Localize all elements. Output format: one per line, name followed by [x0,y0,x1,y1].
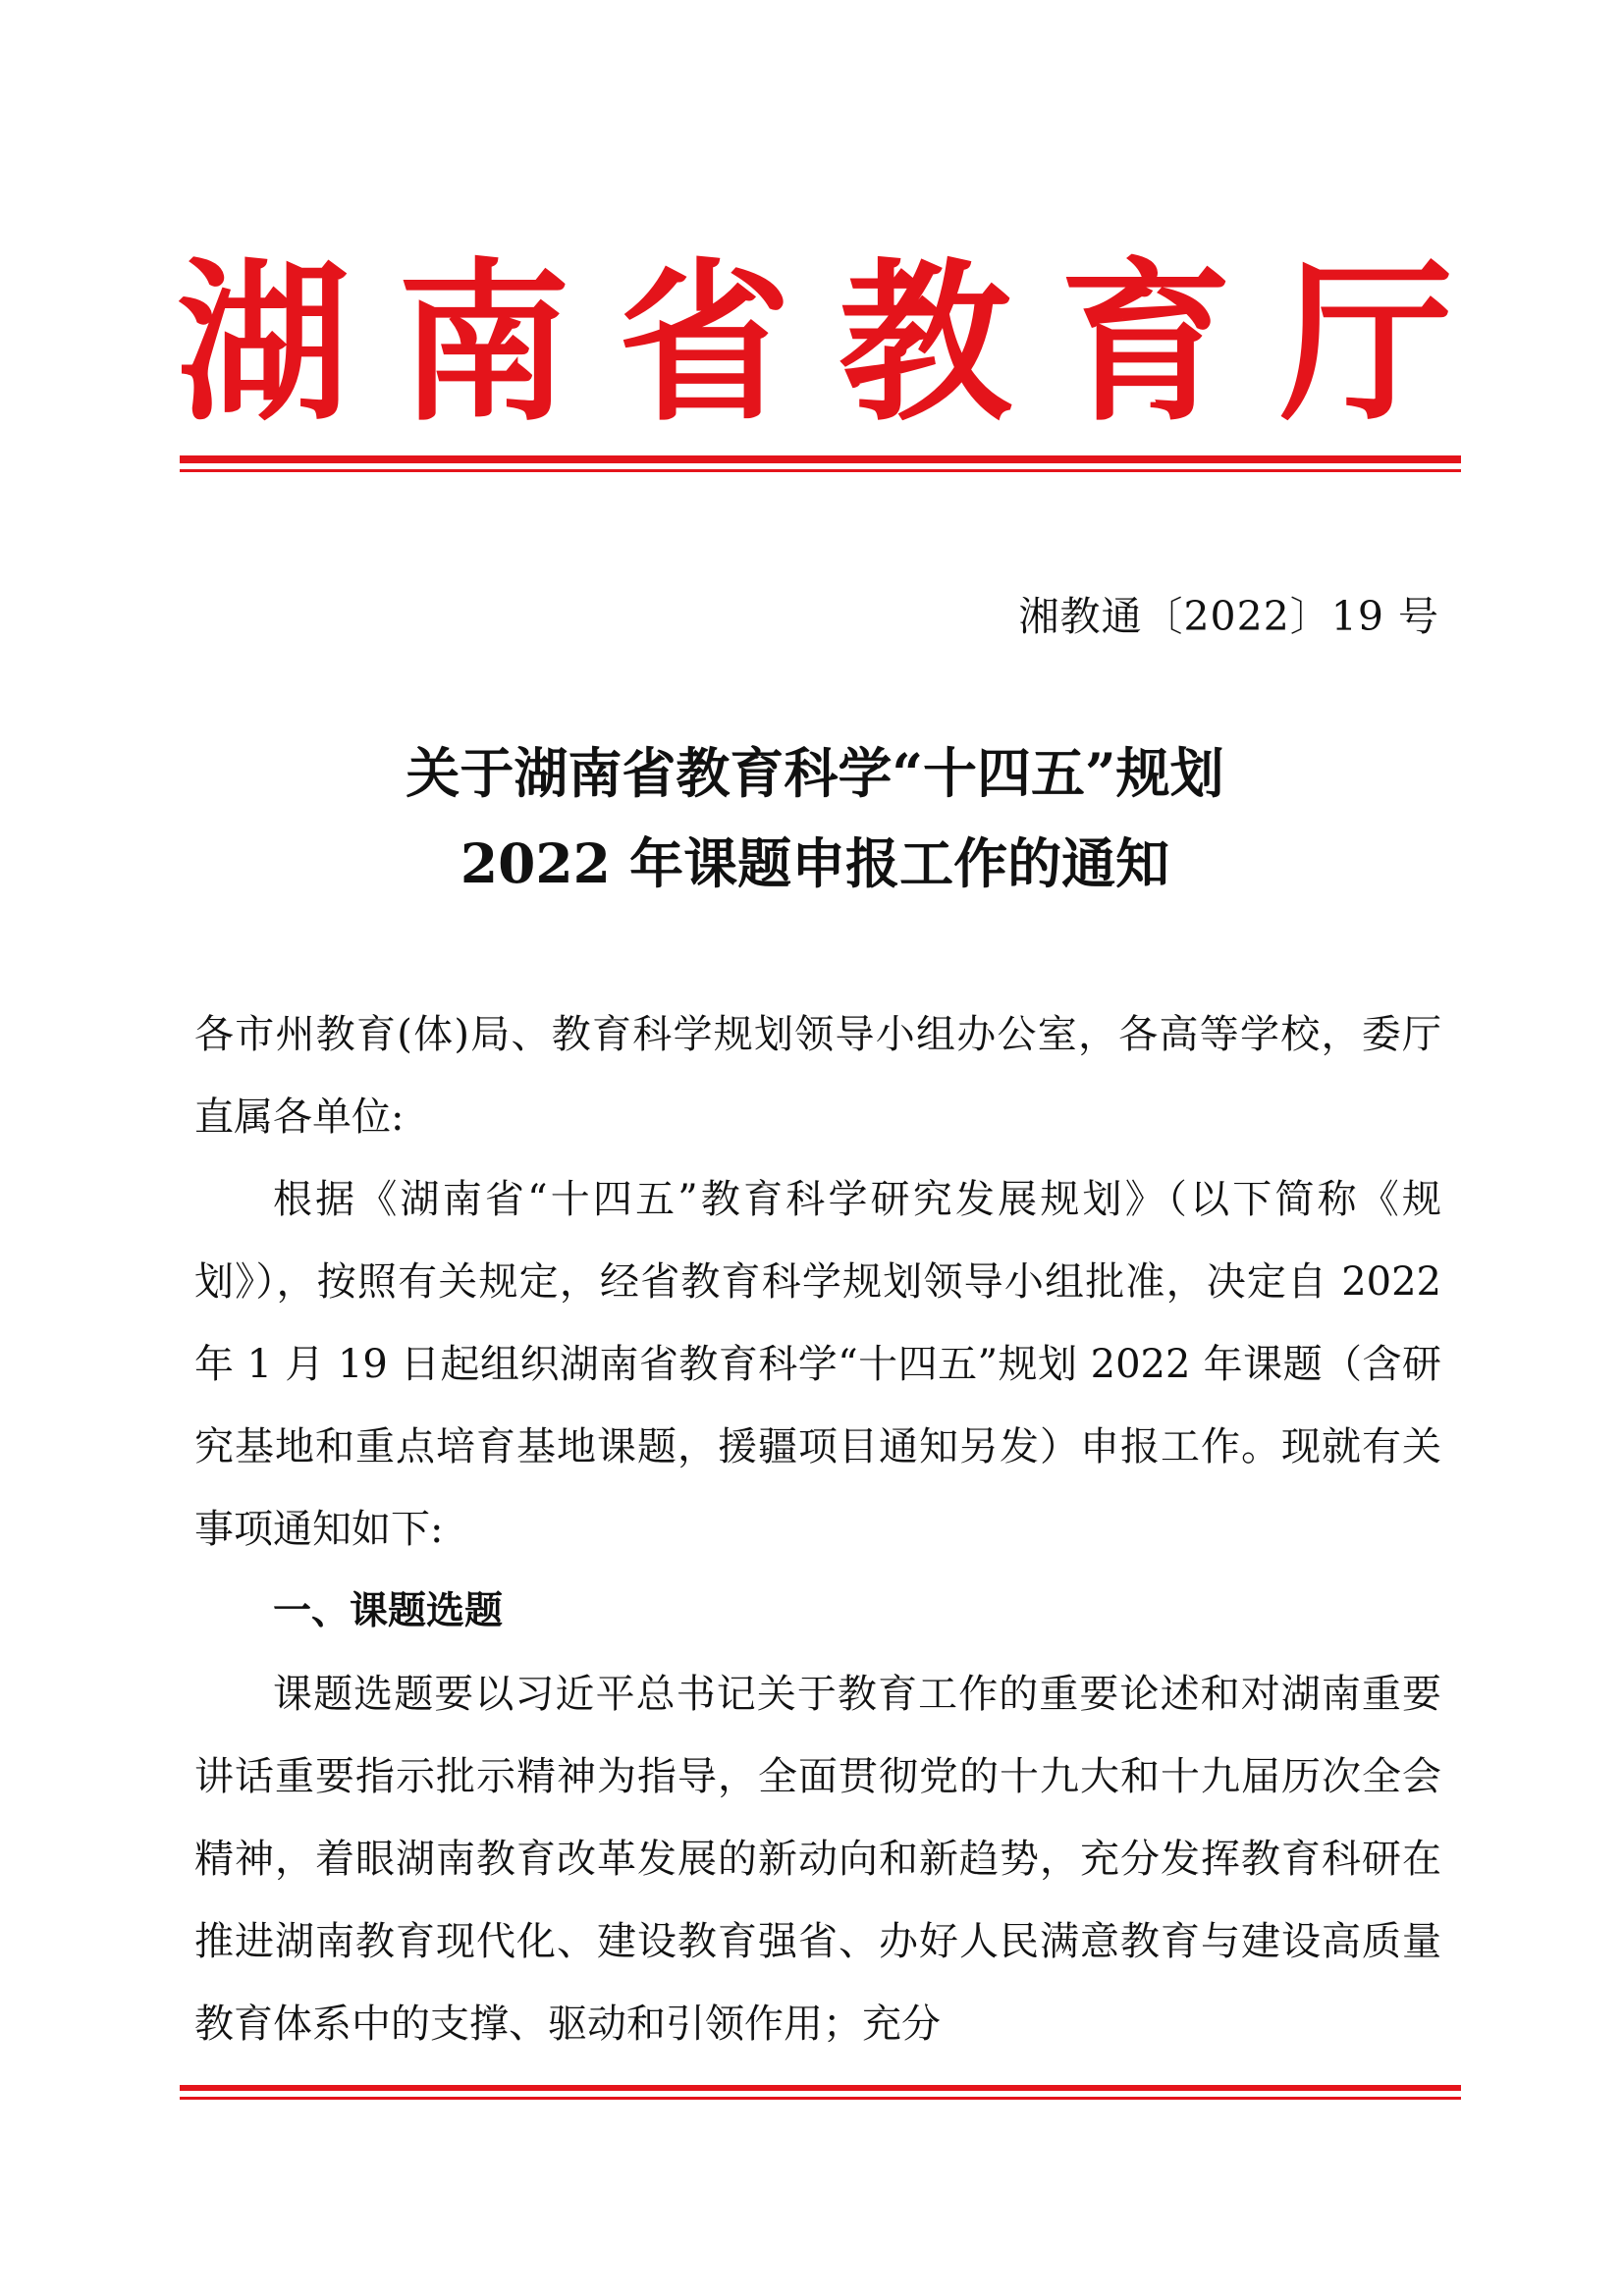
letterhead-char: 育 [1059,241,1233,445]
letterhead-char: 南 [397,241,570,445]
intro-paragraph: 根据《湖南省“十四五”教育科学研究发展规划》（以下简称《规划》），按照有关规定，经省教育科学规划领导小组批准，决定自 2022 年 1 月 19 日起组织湖南省教育科学“十四五”规划 2022 年课题（含研究基地和重点培育基地课题，援疆项目通知另发）申报工作。现就有关事项通知如下: [194,1177,1441,1552]
footer-rule-thick [180,2085,1461,2091]
document-number: 湘教通〔2022〕19 号 [1018,593,1439,640]
document-body [194,993,1441,2065]
letterhead-char: 湖 [177,241,351,445]
document-title [187,728,1443,909]
header-rule-thin [180,469,1461,472]
section-paragraph: 课题选题要以习近平总书记关于教育工作的重要论述和对湖南重要讲话重要指示批示精神为指导，全面贯彻党的十九大和十九届历次全会精神，着眼湖南教育改革发展的新动向和新趋势，充分发挥教育科研在推进湖南教育现代化、建设教育强省、办好人民满意教育与建设高质量教育体系中的支撑、驱动和引领作用；充分 [194,1672,1441,2047]
letterhead-char: 教 [839,241,1012,445]
letterhead-char: 厅 [1279,241,1453,445]
title-line-1: 关于湖南省教育科学“十四五”规划 [406,741,1224,805]
letterhead-char: 省 [618,241,791,445]
title-line-2: 2022 年课题申报工作的通知 [460,831,1170,895]
letterhead [177,241,1453,445]
section-heading: 一、课题选题 [273,1589,504,1633]
salutation: 各市州教育(体)局、教育科学规划领导小组办公室，各高等学校，委厅直属各单位: [194,1012,1441,1140]
footer-rule-thin [180,2097,1461,2100]
header-rule-thick [180,455,1461,463]
